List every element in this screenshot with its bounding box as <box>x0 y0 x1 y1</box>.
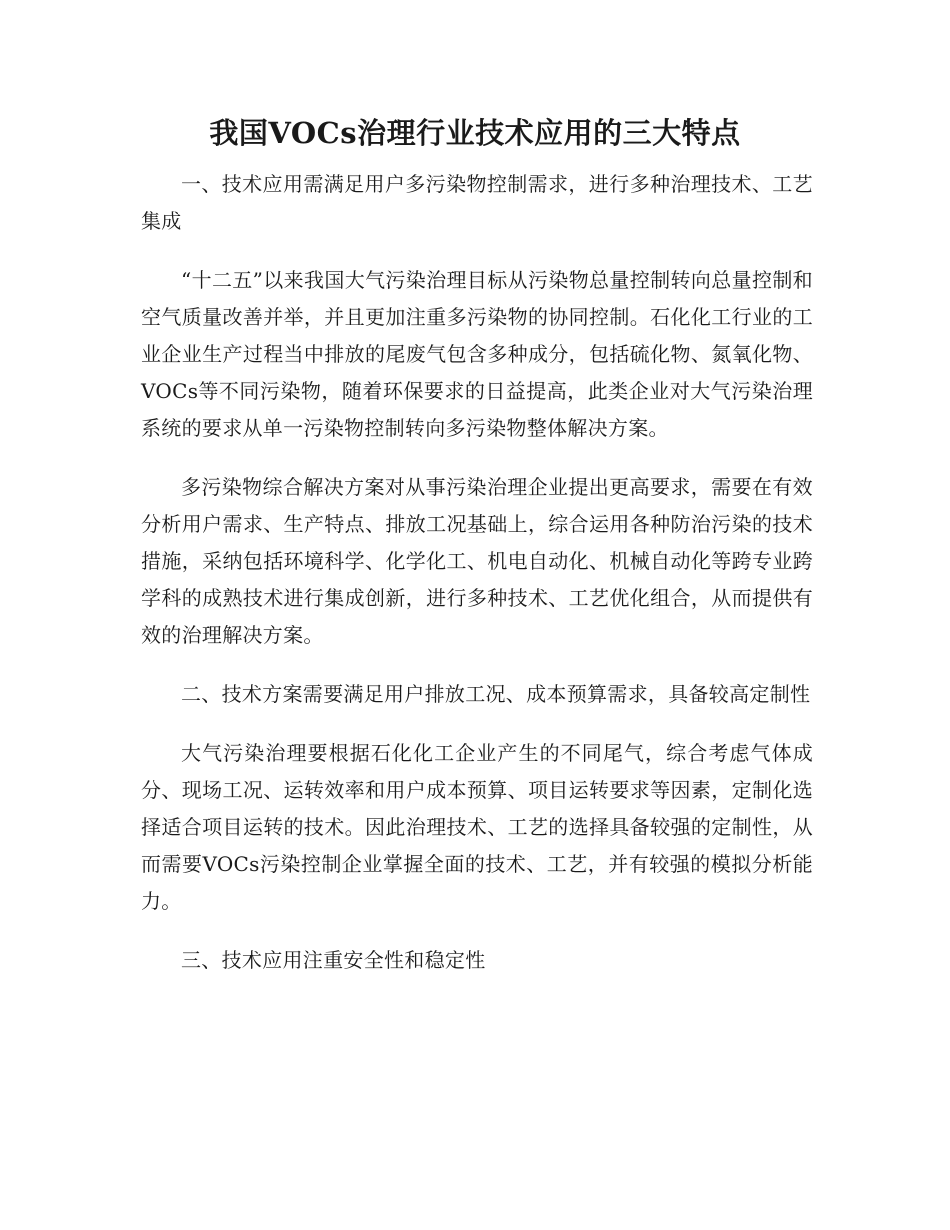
heading-3: 三、技术应用注重安全性和稳定性 <box>181 948 486 972</box>
document-body <box>141 166 813 1001</box>
paragraph-1: “十二五”以来我国大气污染治理目标从污染物总量控制转向总量控制和空气质量改善并举，并且更加注重多污染物的协同控制。石化化工行业的工业企业生产过程当中排放的尾废气包含多种成分，包括硫化物、氮氧化物、VOCs等不同污染物，随着环保要求的日益提高，此类企业对大气污染治理系统的要求从单一污染物控制转向多污染物整体解决方案。 <box>141 268 813 440</box>
heading-2: 二、技术方案需要满足用户排放工况、成本预算需求，具备较高定制性 <box>181 682 811 706</box>
document-title: 我国VOCs治理行业技术应用的三大特点 <box>209 116 741 150</box>
paragraph-3: 大气污染治理要根据石化化工企业产生的不同尾气，综合考虑气体成分、现场工况、运转效率和用户成本预算、项目运转要求等因素，定制化选择适合项目运转的技术。因此治理技术、工艺的选择具备较强的定制性，从而需要VOCs污染控制企业掌握全面的技术、工艺，并有较强的模拟分析能力。 <box>141 741 813 913</box>
paragraph-2: 多污染物综合解决方案对从事污染治理企业提出更高要求，需要在有效分析用户需求、生产特点、排放工况基础上，综合运用各种防治污染的技术措施，采纳包括环境科学、化学化工、机电自动化、机械自动化等跨专业跨学科的成熟技术进行集成创新，进行多种技术、工艺优化组合，从而提供有效的治理解决方案。 <box>141 475 813 647</box>
heading-1: 一、技术应用需满足用户多污染物控制需求，进行多种治理技术、工艺集成 <box>141 172 813 233</box>
